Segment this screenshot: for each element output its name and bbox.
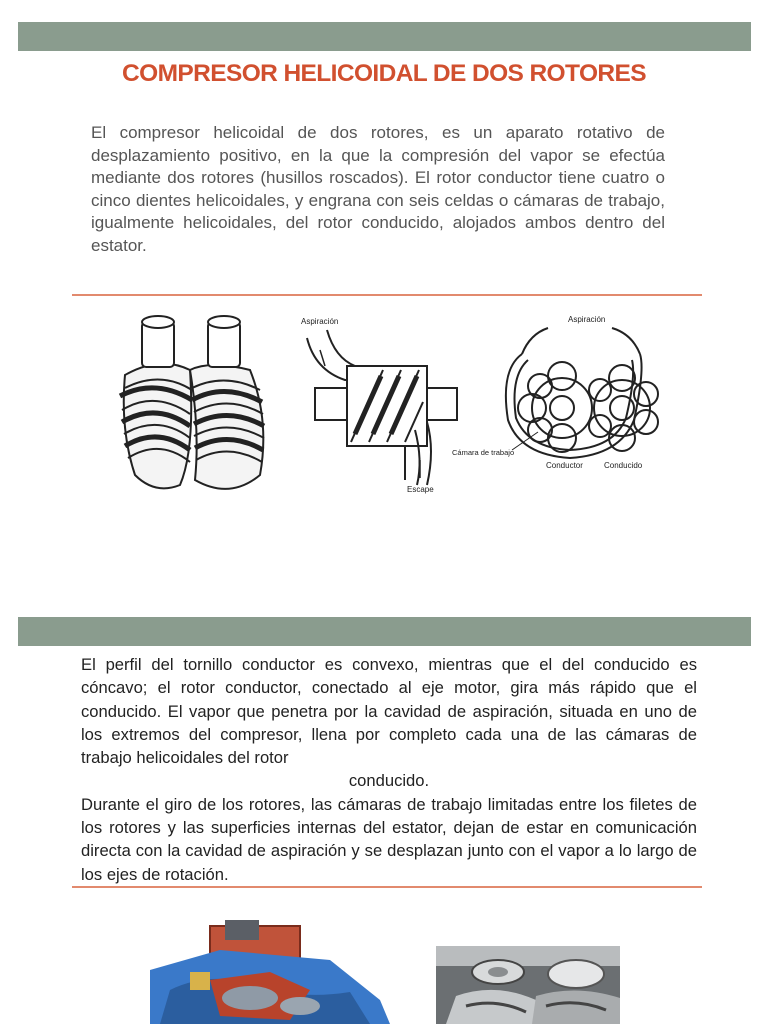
divider-line [72,886,702,888]
label-aspiracion-left: Aspiración [301,317,339,326]
intro-paragraph: El compresor helicoidal de dos rotores, es un aparato rotativo de desplazamiento positivo, en la que la compresión del vapor se efectúa mediante dos rotores (husillos roscados). El rotor conductor tiene cuatro o cinco dientes helicoidales, y engrana con seis celdas o cámaras de trabajo, igualmente helicoidales, del rotor conducido, alojados ambos dentro del estator. [91,123,665,255]
compressor-cutaway-photo [150,920,390,1024]
label-camara-trabajo: Cámara de trabajo [452,448,515,457]
label-aspiracion-right: Aspiración [568,315,606,324]
paragraph-1: El perfil del tornillo conductor es convexo, mientras que el del conducido es cóncavo; el rotor conductor, conectado al eje motor, gira más rápido que el conducido. El vapor que penetra por la cavidad de aspiración, situada en uno de los extremos del compresor, llena por completo cada una de las cámaras de trabajo helicoidales del rotor [81,655,697,768]
slide-title: COMPRESOR HELICOIDAL DE DOS ROTORES [122,60,646,87]
label-conducido: Conducido [604,461,643,470]
divider-line [72,294,702,296]
twin-rotors-illustration [110,310,290,510]
body-text [81,653,697,886]
paragraph-1-last-line: conducido. [348,771,430,791]
label-escape: Escape [407,485,434,494]
slide-header-band [18,617,751,646]
paragraph-2: Durante el giro de los rotores, las cámaras de trabajo limitadas entre los filetes de los rotores y las superficies internas del estator, dejan de estar en comunicación directa con la cavidad de aspiración y se desplazan junto con el vapor a lo largo de los ejes de rotación. [81,794,697,884]
slide-header-band [18,22,751,51]
rotors-metal-photo [436,946,620,1024]
label-conductor: Conductor [546,461,583,470]
rotor-cross-section-diagram [450,310,690,480]
